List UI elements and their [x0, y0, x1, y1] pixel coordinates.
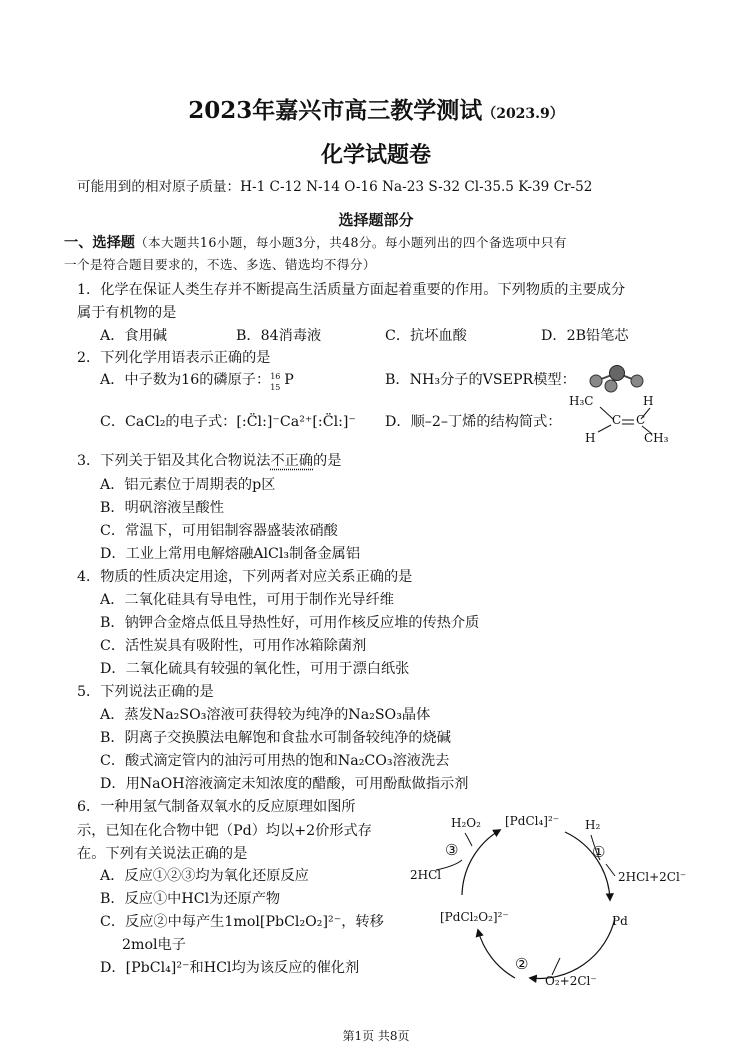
- catalytic-cycle-diagram: [400, 800, 700, 1000]
- title-date: （2023.9）: [482, 106, 564, 122]
- part-heading: [64, 233, 567, 253]
- q6-option-c-cont: 2mol电子: [122, 937, 186, 953]
- q2-c-prefix: C．CaCl₂的电子式：: [100, 414, 237, 430]
- butene-c1: C: [612, 413, 622, 427]
- q4-option-b: B．钠钾合金熔点低且导热性好，可用作核反应堆的传热介质: [100, 615, 480, 631]
- q6-stem-3: 在。下列有关说法正确的是: [77, 846, 248, 862]
- diagram-step-1: ①: [592, 843, 606, 861]
- q1-option-b: B．84消毒液: [236, 328, 322, 344]
- butene-ch3: CH₃: [644, 431, 669, 445]
- q3-stem-pre: 3．下列关于铝及其化合物说法: [77, 453, 271, 469]
- diagram-o2-2cl: O₂+2Cl⁻: [545, 974, 597, 988]
- paper-subtitle: 化学试题卷: [320, 142, 431, 168]
- q2-option-c: [100, 412, 356, 432]
- q1-option-a: A．食用碱: [100, 328, 167, 344]
- butene-c2: C: [636, 413, 646, 427]
- diagram-pdcl4: [PdCl₄]²⁻: [505, 814, 560, 828]
- diagram-pdcl2o2: [PdCl₂O₂]²⁻: [440, 910, 509, 924]
- q3-stem-emphasis: 不正确: [270, 453, 314, 469]
- page-title: [0, 92, 752, 125]
- q3-option-b: B．明矾溶液呈酸性: [100, 500, 224, 516]
- q3-stem-post: 的是: [313, 453, 342, 469]
- part-note-2: 一个是符合题目要求的，不选、多选、错选均不得分）: [64, 257, 376, 272]
- q4-stem: 4．物质的性质决定用途，下列两者对应关系正确的是: [77, 569, 413, 585]
- page-footer: 第1页 共8页: [342, 1029, 410, 1043]
- q6-option-c: C．反应②中每产生1mol[PbCl₂O₂]²⁻，转移: [100, 914, 384, 930]
- diagram-2hcl: 2HCl: [410, 868, 442, 882]
- phosphorus-symbol: P: [284, 372, 294, 388]
- vsepr-model-icon: [587, 363, 647, 393]
- q4-option-c: C．活性炭具有吸附性，可用作冰箱除菌剂: [100, 638, 367, 654]
- q2-option-d: D．顺–2–丁烯的结构简式：: [385, 414, 562, 430]
- butene-h-bottom: H: [585, 431, 596, 445]
- atomic-masses: 可能用到的相对原子质量：H-1 C-12 N-14 O-16 Na-23 S-32 Cl-35.5 K-39 Cr-52: [77, 179, 593, 195]
- q2-option-b: B．NH₃分子的VSEPR模型：: [385, 372, 576, 388]
- q6-option-d: D．[PbCl₄]²⁻和HCl均为该反应的催化剂: [100, 960, 360, 976]
- atomic-number: 15: [270, 383, 281, 392]
- diagram-step-3: ③: [445, 841, 459, 859]
- q5-option-b: B．阴离子交换膜法电解饱和食盐水可制备较纯净的烧碱: [100, 730, 451, 746]
- q2-option-a: [100, 370, 294, 390]
- q1-option-d: D．2B铅笔芯: [541, 328, 629, 344]
- diagram-pd: Pd: [612, 914, 628, 928]
- mass-number: 16: [270, 372, 281, 381]
- diagram-2hcl-2cl: 2HCl+2Cl⁻: [618, 870, 687, 884]
- section-title: 选择题部分: [338, 211, 414, 229]
- q5-stem: 5．下列说法正确的是: [77, 684, 214, 700]
- q4-option-a: A．二氧化硅具有导电性，可用于制作光导纤维: [100, 592, 394, 608]
- part-label: 一、选择题: [64, 235, 135, 251]
- diagram-step-2: ②: [515, 955, 529, 973]
- q1-stem-1: 1．化学在保证人类生存并不断提高生活质量方面起着重要的作用。下列物质的主要成分: [77, 282, 626, 298]
- cacl2-electron-formula: [:C̈l:]⁻Ca²⁺[:C̈l:]⁻: [236, 414, 356, 430]
- diagram-h2: H₂: [585, 818, 601, 832]
- diagram-h2o2: H₂O₂: [451, 816, 481, 830]
- q5-option-a: A．蒸发Na₂SO₃溶液可获得较为纯净的Na₂SO₃晶体: [100, 707, 431, 723]
- q5-option-c: C．酸式滴定管内的油污可用热的饱和Na₂CO₃溶液洗去: [100, 753, 450, 769]
- nuclide-notation: [270, 370, 284, 390]
- q3-option-a: A．铝元素位于周期表的p区: [100, 477, 276, 493]
- q6-option-b: B．反应①中HCl为还原产物: [100, 891, 281, 907]
- q1-option-c: C．抗坏血酸: [385, 328, 467, 344]
- q2-stem: 2．下列化学用语表示正确的是: [77, 350, 271, 366]
- q5-option-d: D．用NaOH溶液滴定未知浓度的醋酸，可用酚酞做指示剂: [100, 776, 469, 792]
- q6-option-a: A．反应①②③均为氧化还原反应: [100, 868, 309, 884]
- q2-a-prefix: A．中子数为16的磷原子：: [100, 372, 271, 388]
- q3-stem: [77, 451, 341, 471]
- q6-stem-1: 6．一种用氢气制备双氧水的反应原理如图所: [77, 799, 356, 815]
- butene-h-top: H: [643, 394, 654, 408]
- q1-stem-2: 属于有机物的是: [77, 305, 177, 321]
- q6-stem-2: 示，已知在化合物中钯（Pd）均以+2价形式存: [77, 823, 372, 839]
- part-note-1: （本大题共16小题，每小题3分，共48分。每小题列出的四个备选项中只有: [134, 235, 567, 250]
- title-text: 2023年嘉兴市高三教学测试: [188, 97, 483, 124]
- q3-option-d: D．工业上常用电解熔融AlCl₃制备金属铝: [100, 546, 361, 562]
- butene-h3c: H₃C: [569, 394, 594, 408]
- q4-option-d: D．二氧化硫具有较强的氧化性，可用于漂白纸张: [100, 661, 410, 677]
- q3-option-c: C．常温下，可用铝制容器盛装浓硝酸: [100, 523, 338, 539]
